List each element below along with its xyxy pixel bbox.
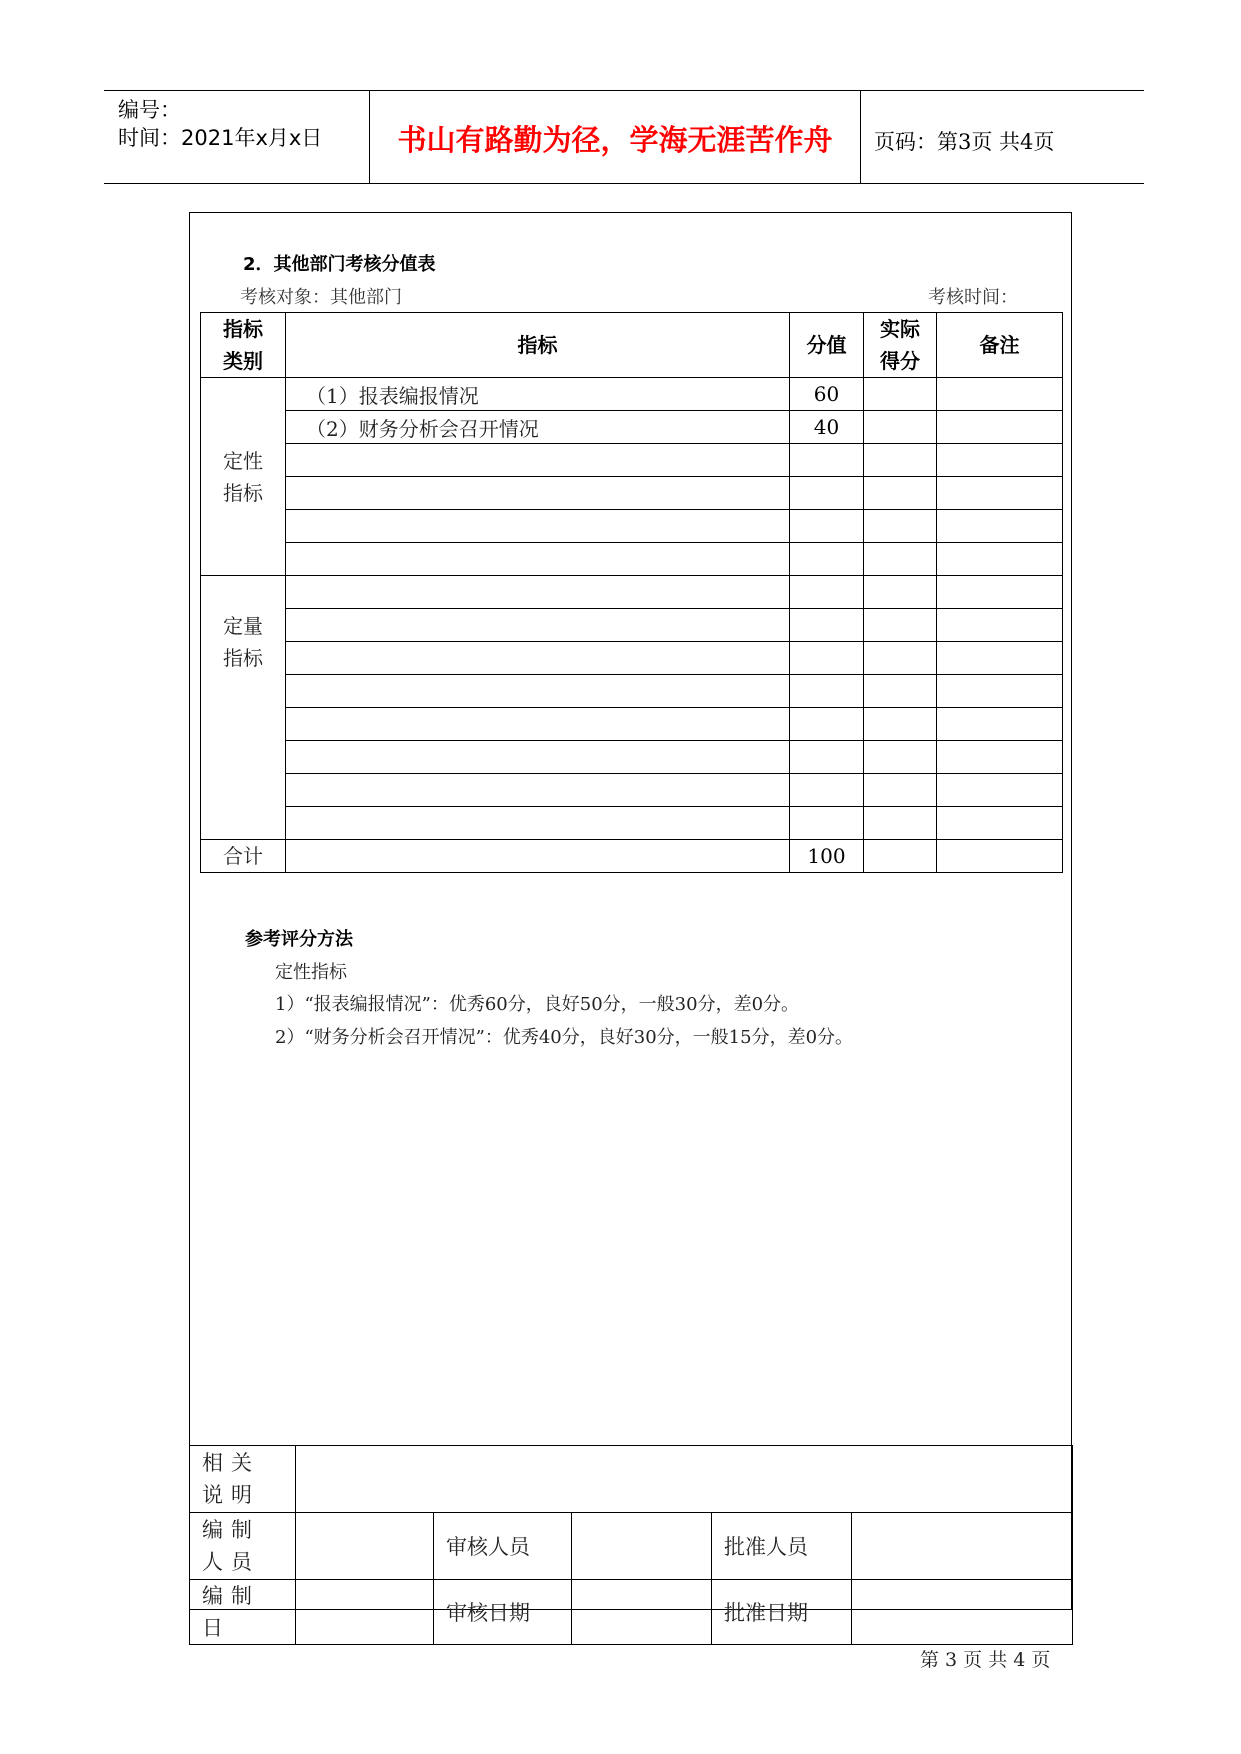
header-bottom-rule (104, 183, 1144, 184)
remark-cell (937, 411, 1063, 444)
header-top-rule (104, 90, 1144, 91)
table-row (201, 774, 1063, 807)
header-score: 分值 (790, 313, 864, 378)
header-indicator: 指标 (286, 313, 790, 378)
editor-label: 编制人员 (190, 1513, 296, 1580)
related-row (190, 1446, 1073, 1513)
reviewer-value (572, 1513, 712, 1580)
method-title: 参考评分方法 (245, 929, 353, 950)
header-category: 指标类别 (201, 313, 286, 378)
header-divider-right (860, 90, 861, 183)
table-row (201, 411, 1063, 444)
header-motto: 书山有路勤为径，学海无涯苦作舟 (397, 123, 833, 157)
time-label: 时间：2021年x月x日 (118, 126, 323, 150)
quantitative-category: 定量指标 (201, 576, 286, 840)
table-row (201, 477, 1063, 510)
date-row (190, 1580, 1073, 1645)
score-cell: 40 (790, 411, 864, 444)
table-row (201, 642, 1063, 675)
actual-score-cell (864, 411, 937, 444)
total-label: 合计 (201, 840, 286, 873)
table-row (201, 708, 1063, 741)
table-row (201, 510, 1063, 543)
table-row (201, 675, 1063, 708)
related-label: 相关说明 (190, 1446, 296, 1513)
header-actual-score: 实际得分 (864, 313, 937, 378)
table-row (201, 609, 1063, 642)
assessment-time: 考核时间： (928, 287, 1018, 308)
total-row (201, 840, 1063, 873)
actual-score-cell (864, 378, 937, 411)
method-line-2: 2）“财务分析会召开情况”：优秀40分，良好30分，一般15分，差0分。 (275, 1027, 854, 1048)
approve-date-value (852, 1580, 1073, 1645)
indicator-cell: （1）报表编报情况 (286, 378, 790, 411)
remark-cell (937, 378, 1063, 411)
approver-value (852, 1513, 1073, 1580)
code-label: 编号： (118, 98, 181, 122)
page-info: 页码：第3页 共4页 (874, 130, 1055, 154)
related-value (296, 1446, 1073, 1513)
approve-date-label: 批准日期 (712, 1580, 852, 1645)
score-cell: 60 (790, 378, 864, 411)
reviewer-label: 审核人员 (434, 1513, 572, 1580)
approver-label: 批准人员 (712, 1513, 852, 1580)
signoff-table (189, 1445, 1073, 1645)
section-title: 2．其他部门考核分值表 (243, 254, 436, 275)
table-row (201, 444, 1063, 477)
method-subtitle: 定性指标 (275, 962, 347, 983)
assessment-target: 考核对象：其他部门 (240, 287, 402, 308)
table-row (201, 741, 1063, 774)
personnel-row (190, 1513, 1073, 1580)
review-date-label: 审核日期 (434, 1580, 572, 1645)
page-number: 第 3 页 共 4 页 (920, 1649, 1051, 1671)
table-row (201, 807, 1063, 840)
editor-value (296, 1513, 434, 1580)
table-row (201, 543, 1063, 576)
review-date-value (572, 1580, 712, 1645)
edit-date-value (296, 1580, 434, 1645)
table-row (201, 576, 1063, 609)
qualitative-category: 定性指标 (201, 378, 286, 576)
header-remark: 备注 (937, 313, 1063, 378)
total-score: 100 (790, 840, 864, 873)
table-header-row (201, 313, 1063, 378)
method-line-1: 1）“报表编报情况”：优秀60分，良好50分，一般30分，差0分。 (275, 994, 800, 1015)
edit-date-label: 编制日 (190, 1580, 296, 1645)
table-row (201, 378, 1063, 411)
score-table (200, 312, 1063, 873)
indicator-cell: （2）财务分析会召开情况 (286, 411, 790, 444)
